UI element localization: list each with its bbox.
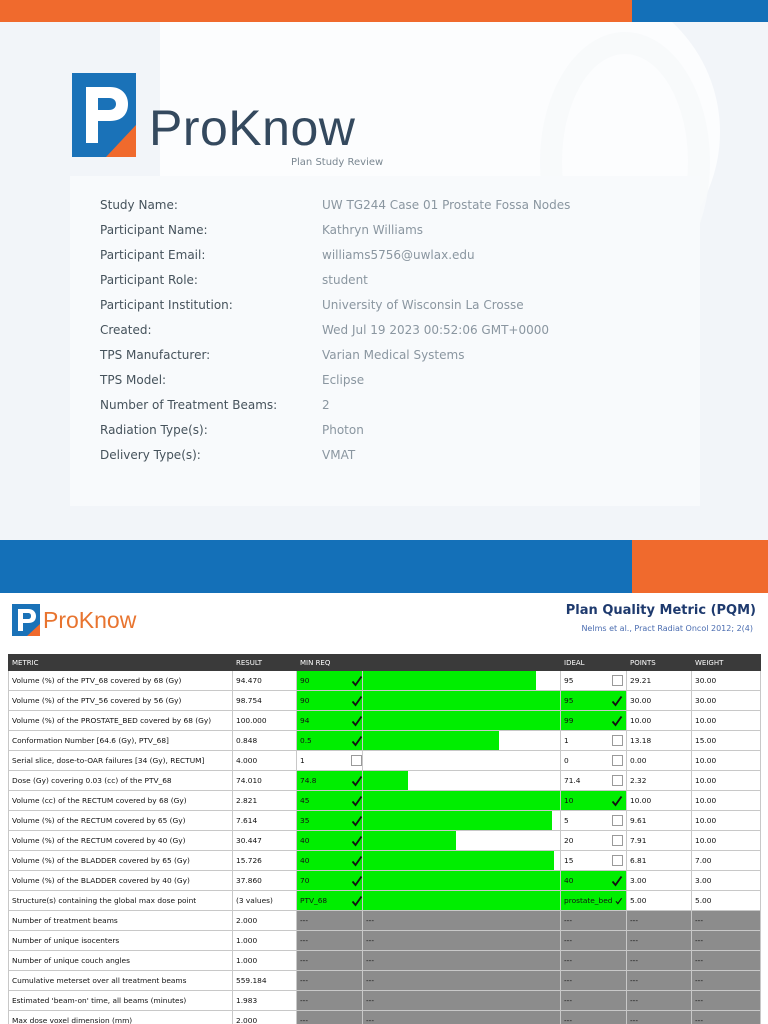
- ideal-cell: [561, 731, 627, 751]
- min-req-cell: [297, 851, 363, 871]
- not-applicable-cell: ---: [627, 971, 692, 991]
- metric-name: Estimated 'beam-on' time, all beams (minutes): [9, 991, 233, 1011]
- weight-value: 10.00: [692, 811, 761, 831]
- metric-result: (3 values): [233, 891, 297, 911]
- col-header-metric: METRIC: [9, 655, 233, 671]
- study-info-value: Eclipse: [322, 373, 365, 387]
- empty-checkbox-icon: [612, 815, 623, 826]
- pqm-brand-wordmark: ProKnow: [43, 607, 137, 633]
- pqm-metric-row: [9, 811, 761, 831]
- metric-name: Number of unique couch angles: [9, 951, 233, 971]
- not-applicable-cell: ---: [363, 971, 561, 991]
- checkmark-icon: [351, 835, 363, 847]
- study-info-value: University of Wisconsin La Crosse: [322, 298, 524, 312]
- empty-checkbox-icon: [612, 675, 623, 686]
- pqm-info-row: [9, 911, 761, 931]
- weight-value: 10.00: [692, 771, 761, 791]
- min-req-cell: [297, 731, 363, 751]
- metric-name: Volume (%) of the BLADDER covered by 65 (Gy): [9, 851, 233, 871]
- weight-value: 10.00: [692, 791, 761, 811]
- pqm-metric-row: [9, 771, 761, 791]
- min-req-value: 94: [300, 715, 310, 725]
- ideal-value: 95: [564, 676, 574, 685]
- top-color-band: [0, 0, 768, 22]
- not-applicable-cell: ---: [692, 1011, 761, 1024]
- ideal-cell: [561, 851, 627, 871]
- col-header-min-req: MIN REQ: [297, 655, 363, 671]
- empty-checkbox-icon: [612, 755, 623, 766]
- metric-name: Volume (%) of the PROSTATE_BED covered by 68 (Gy): [9, 711, 233, 731]
- ideal-value: 99: [564, 716, 574, 725]
- min-req-cell: [297, 691, 363, 711]
- weight-value: 10.00: [692, 711, 761, 731]
- min-req-value: PTV_68: [300, 895, 328, 905]
- metric-name: Cumulative meterset over all treatment beams: [9, 971, 233, 991]
- proknow-small-logo-icon: [12, 604, 40, 636]
- ideal-cell: [561, 891, 627, 911]
- checkmark-icon: [351, 855, 363, 867]
- score-bar-fill: [363, 771, 408, 790]
- points-value: 30.00: [627, 691, 692, 711]
- ideal-value: 71.4: [564, 776, 581, 785]
- metric-result: 7.614: [233, 811, 297, 831]
- metric-result: 37.860: [233, 871, 297, 891]
- pqm-table-body: [9, 671, 761, 1024]
- min-req-value: 45: [300, 795, 310, 805]
- empty-checkbox-icon: [612, 735, 623, 746]
- score-bar-fill: [363, 891, 560, 910]
- study-info-value: VMAT: [322, 448, 356, 462]
- checkmark-icon: [611, 795, 623, 807]
- weight-value: 3.00: [692, 871, 761, 891]
- points-value: 6.81: [627, 851, 692, 871]
- study-info-value: Kathryn Williams: [322, 223, 424, 237]
- not-applicable-cell: ---: [692, 911, 761, 931]
- metric-result: 2.821: [233, 791, 297, 811]
- pqm-info-row: [9, 931, 761, 951]
- min-req-cell: [297, 811, 363, 831]
- points-value: 0.00: [627, 751, 692, 771]
- study-info-label: Delivery Type(s):: [100, 448, 201, 462]
- pqm-metric-row: [9, 791, 761, 811]
- cover-page: [0, 22, 768, 540]
- metric-name: Number of treatment beams: [9, 911, 233, 931]
- not-applicable-cell: ---: [627, 1011, 692, 1024]
- ideal-cell: [561, 811, 627, 831]
- score-bar-cell: [363, 771, 561, 791]
- pqm-metric-row: [9, 691, 761, 711]
- metric-name: Volume (%) of the BLADDER covered by 40 (Gy): [9, 871, 233, 891]
- study-info-value: student: [322, 273, 368, 287]
- metric-result: 4.000: [233, 751, 297, 771]
- score-bar-cell: [363, 791, 561, 811]
- not-applicable-cell: ---: [692, 991, 761, 1011]
- not-applicable-cell: ---: [561, 931, 627, 951]
- not-applicable-cell: ---: [692, 931, 761, 951]
- metric-name: Max dose voxel dimension (mm): [9, 1011, 233, 1024]
- study-info-value: Wed Jul 19 2023 00:52:06 GMT+0000: [322, 323, 549, 337]
- not-applicable-cell: ---: [561, 971, 627, 991]
- metric-name: Dose (Gy) covering 0.03 (cc) of the PTV_68: [9, 771, 233, 791]
- col-header-ideal: IDEAL: [561, 655, 627, 671]
- min-req-cell: [297, 831, 363, 851]
- points-value: 10.00: [627, 791, 692, 811]
- study-info-value: 2: [322, 398, 330, 412]
- ideal-value: 0: [564, 756, 569, 765]
- score-bar-fill: [363, 871, 560, 890]
- min-req-value: 0.5: [300, 735, 312, 745]
- col-header-result: RESULT: [233, 655, 297, 671]
- metric-name: Volume (%) of the PTV_68 covered by 68 (Gy): [9, 671, 233, 691]
- min-req-cell: [297, 891, 363, 911]
- pqm-info-row: [9, 971, 761, 991]
- page-divider-band: [0, 540, 768, 593]
- min-req-cell: [297, 771, 363, 791]
- metric-result: 1.983: [233, 991, 297, 1011]
- metric-result: 100.000: [233, 711, 297, 731]
- pqm-metric-row: [9, 711, 761, 731]
- study-info-value: Varian Medical Systems: [322, 348, 465, 362]
- not-applicable-cell: ---: [627, 991, 692, 1011]
- metric-result: 15.726: [233, 851, 297, 871]
- pqm-title: Plan Quality Metric (PQM): [565, 603, 756, 618]
- study-info-label: Participant Name:: [100, 223, 208, 237]
- points-value: 13.18: [627, 731, 692, 751]
- col-header-weight: WEIGHT: [692, 655, 761, 671]
- report-subtitle: Plan Study Review: [291, 157, 384, 168]
- study-info-label: Participant Role:: [100, 273, 198, 287]
- score-bar-cell: [363, 731, 561, 751]
- points-value: 3.00: [627, 871, 692, 891]
- study-info-label: Created:: [100, 323, 152, 337]
- study-info-label: Participant Email:: [100, 248, 206, 262]
- score-bar-fill: [363, 831, 456, 850]
- study-info-label: TPS Model:: [100, 373, 167, 387]
- points-value: 9.61: [627, 811, 692, 831]
- metric-result: 559.184: [233, 971, 297, 991]
- score-bar-cell: [363, 891, 561, 911]
- pqm-table: [8, 654, 761, 1024]
- not-applicable-cell: ---: [561, 1011, 627, 1024]
- study-info-label: TPS Manufacturer:: [100, 348, 211, 362]
- metric-name: Volume (cc) of the RECTUM covered by 68 (Gy): [9, 791, 233, 811]
- pqm-metric-row: [9, 871, 761, 891]
- ideal-value: 10: [564, 796, 574, 805]
- score-bar-cell: [363, 871, 561, 891]
- not-applicable-cell: ---: [363, 931, 561, 951]
- score-bar-cell: [363, 831, 561, 851]
- weight-value: 10.00: [692, 751, 761, 771]
- proknow-logo-icon: [72, 73, 136, 157]
- not-applicable-cell: ---: [561, 951, 627, 971]
- pqm-metric-row: [9, 831, 761, 851]
- ideal-value: 15: [564, 856, 574, 865]
- ideal-cell: [561, 711, 627, 731]
- not-applicable-cell: ---: [363, 991, 561, 1011]
- not-applicable-cell: ---: [561, 911, 627, 931]
- ideal-cell: [561, 691, 627, 711]
- pqm-metric-row: [9, 851, 761, 871]
- not-applicable-cell: ---: [297, 971, 363, 991]
- weight-value: 30.00: [692, 691, 761, 711]
- pqm-info-row: [9, 991, 761, 1011]
- ideal-cell: [561, 751, 627, 771]
- score-bar-fill: [363, 811, 552, 830]
- score-bar-cell: [363, 851, 561, 871]
- ideal-cell: [561, 831, 627, 851]
- min-req-cell: [297, 871, 363, 891]
- score-bar-cell: [363, 691, 561, 711]
- metric-name: Volume (%) of the PTV_56 covered by 56 (Gy): [9, 691, 233, 711]
- study-info-value: williams5756@uwlax.edu: [322, 248, 475, 262]
- score-bar-fill: [363, 731, 499, 750]
- divider-band-orange: [632, 540, 768, 593]
- checkmark-icon: [351, 775, 363, 787]
- min-req-value: 74.8: [300, 775, 317, 785]
- checkmark-icon: [611, 715, 623, 727]
- pqm-metric-row: [9, 891, 761, 911]
- checkmark-icon: [611, 695, 623, 707]
- points-value: 2.32: [627, 771, 692, 791]
- not-applicable-cell: ---: [297, 911, 363, 931]
- metric-result: 0.848: [233, 731, 297, 751]
- points-value: 7.91: [627, 831, 692, 851]
- min-req-cell: [297, 711, 363, 731]
- min-req-value: 35: [300, 815, 310, 825]
- not-applicable-cell: ---: [363, 1011, 561, 1024]
- not-applicable-cell: ---: [692, 971, 761, 991]
- checkmark-icon: [351, 715, 363, 727]
- min-req-value: 70: [300, 875, 310, 885]
- ideal-value: prostate_bed: [564, 896, 613, 905]
- ideal-cell: [561, 771, 627, 791]
- checkmark-icon: [615, 895, 623, 907]
- ideal-cell: [561, 791, 627, 811]
- checkmark-icon: [351, 815, 363, 827]
- ideal-value: 1: [564, 736, 569, 745]
- points-value: 10.00: [627, 711, 692, 731]
- top-band-blue: [632, 0, 768, 22]
- metric-result: 74.010: [233, 771, 297, 791]
- study-info-label: Radiation Type(s):: [100, 423, 208, 437]
- pqm-metric-row: [9, 671, 761, 691]
- brand-wordmark: ProKnow: [149, 100, 356, 156]
- metric-result: 1.000: [233, 951, 297, 971]
- metric-result: 98.754: [233, 691, 297, 711]
- pqm-metric-row: [9, 731, 761, 751]
- score-bar-cell: [363, 811, 561, 831]
- pqm-info-row: [9, 1011, 761, 1024]
- empty-checkbox-icon: [612, 775, 623, 786]
- not-applicable-cell: ---: [363, 951, 561, 971]
- not-applicable-cell: ---: [627, 931, 692, 951]
- not-applicable-cell: ---: [297, 951, 363, 971]
- metric-result: 30.447: [233, 831, 297, 851]
- score-bar-fill: [363, 711, 560, 730]
- col-header-bar: [363, 655, 561, 671]
- not-applicable-cell: ---: [561, 991, 627, 1011]
- metric-result: 1.000: [233, 931, 297, 951]
- study-info-value: UW TG244 Case 01 Prostate Fossa Nodes: [322, 198, 571, 212]
- points-value: 29.21: [627, 671, 692, 691]
- weight-value: 7.00: [692, 851, 761, 871]
- metric-result: 94.470: [233, 671, 297, 691]
- study-info-label: Participant Institution:: [100, 298, 233, 312]
- not-applicable-cell: ---: [627, 951, 692, 971]
- score-bar-cell: [363, 671, 561, 691]
- pqm-page: [0, 593, 768, 1024]
- score-bar-cell: [363, 751, 561, 771]
- pqm-citation: Nelms et al., Pract Radiat Oncol 2012; 2(4): [581, 624, 753, 633]
- metric-name: Volume (%) of the RECTUM covered by 40 (Gy): [9, 831, 233, 851]
- not-applicable-cell: ---: [297, 1011, 363, 1024]
- ideal-value: 5: [564, 816, 569, 825]
- ideal-value: 20: [564, 836, 574, 845]
- study-info-label: Number of Treatment Beams:: [100, 398, 278, 412]
- metric-result: 2.000: [233, 1011, 297, 1024]
- checkmark-icon: [351, 675, 363, 687]
- min-req-value: 40: [300, 835, 310, 845]
- weight-value: 10.00: [692, 831, 761, 851]
- ideal-value: 95: [564, 696, 574, 705]
- weight-value: 5.00: [692, 891, 761, 911]
- metric-name: Conformation Number [64.6 (Gy), PTV_68]: [9, 731, 233, 751]
- min-req-value: 40: [300, 855, 310, 865]
- empty-checkbox-icon: [612, 855, 623, 866]
- checkmark-icon: [351, 735, 363, 747]
- metric-name: Structure(s) containing the global max dose point: [9, 891, 233, 911]
- ideal-cell: [561, 671, 627, 691]
- study-info-label: Study Name:: [100, 198, 178, 212]
- metric-name: Number of unique isocenters: [9, 931, 233, 951]
- score-bar-fill: [363, 691, 560, 710]
- pqm-info-row: [9, 951, 761, 971]
- study-info-value: Photon: [322, 423, 364, 437]
- checkmark-icon: [351, 895, 363, 907]
- metric-name: Volume (%) of the RECTUM covered by 65 (Gy): [9, 811, 233, 831]
- pqm-header-row: [9, 655, 761, 671]
- not-applicable-cell: ---: [297, 931, 363, 951]
- checkmark-icon: [611, 875, 623, 887]
- min-req-value: 1: [300, 755, 305, 765]
- divider-band-blue: [0, 540, 632, 593]
- empty-checkbox-icon: [612, 835, 623, 846]
- ideal-value: 40: [564, 876, 574, 885]
- metric-name: Serial slice, dose-to-OAR failures [34 (Gy), RECTUM]: [9, 751, 233, 771]
- points-value: 5.00: [627, 891, 692, 911]
- min-req-value: 90: [300, 675, 310, 685]
- checkmark-icon: [351, 695, 363, 707]
- min-req-cell: [297, 751, 363, 771]
- score-bar-fill: [363, 851, 554, 870]
- min-req-cell: [297, 671, 363, 691]
- checkmark-icon: [351, 795, 363, 807]
- score-bar-fill: [363, 671, 536, 690]
- score-bar-cell: [363, 711, 561, 731]
- min-req-value: 90: [300, 695, 310, 705]
- weight-value: 15.00: [692, 731, 761, 751]
- weight-value: 30.00: [692, 671, 761, 691]
- pqm-metric-row: [9, 751, 761, 771]
- not-applicable-cell: ---: [363, 911, 561, 931]
- not-applicable-cell: ---: [692, 951, 761, 971]
- not-applicable-cell: ---: [627, 911, 692, 931]
- col-header-points: POINTS: [627, 655, 692, 671]
- top-band-orange: [0, 0, 632, 22]
- ideal-cell: [561, 871, 627, 891]
- empty-checkbox-icon: [351, 755, 362, 766]
- checkmark-icon: [351, 875, 363, 887]
- metric-result: 2.000: [233, 911, 297, 931]
- min-req-cell: [297, 791, 363, 811]
- not-applicable-cell: ---: [297, 991, 363, 1011]
- score-bar-fill: [363, 791, 560, 810]
